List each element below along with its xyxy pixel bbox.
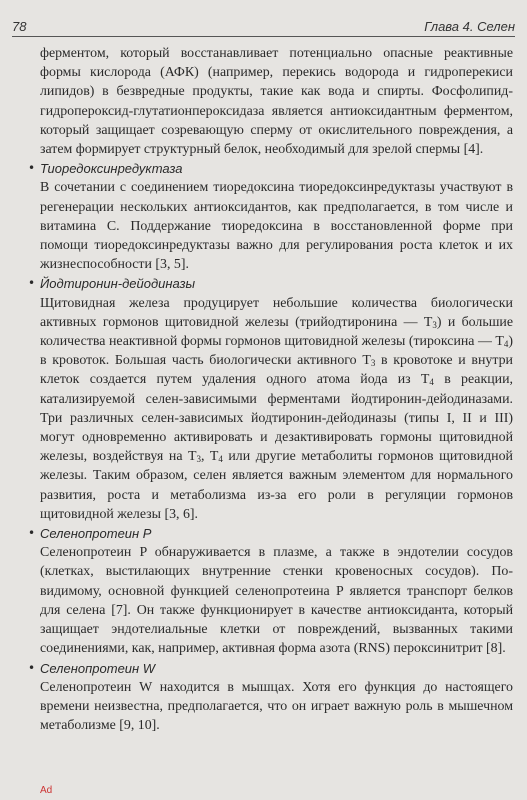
text-run: в реакции, катализируемой селен-зависимыми ферментами йодтиронин-дейодиназами. Три различных селен-зависимых йодтиронин-дейодиназы (типы I, II и III) могут одновременно активировать и дезактивировать гормоны щитовидной железы, воздействуя на T (40, 372, 513, 465)
subscript: 3 (370, 358, 376, 369)
page-number: 78 (12, 19, 27, 34)
section-title-text: Йодтиронин-дейодиназы (40, 276, 196, 292)
section-title-text: Тиоредоксинредуктаза (40, 161, 183, 177)
chapter-title: Глава 4. Селен (424, 19, 515, 34)
subscript: 3 (432, 319, 437, 330)
section-title (28, 274, 513, 293)
section-selenoprotein-p (28, 524, 513, 658)
text-run: , T (201, 449, 219, 465)
section-title (28, 159, 513, 178)
subscript: 4 (503, 339, 509, 350)
running-header (12, 6, 515, 34)
section-title-text: Селенопротеин P (40, 526, 152, 542)
bullet-icon: • (28, 526, 36, 541)
text-run: ) в кровоток. Большая часть биологически активного T (40, 334, 513, 369)
bullet-icon: • (28, 161, 36, 176)
section-paragraph: Селенопротеин W находится в мышцах. Хотя его функция до настоящего времени неизвестна, предполагается, что он играет важную роль в мышечном метаболизме [9, 10]. (40, 679, 513, 734)
text-run: ) и большие количества неактивной формы гормонов щитовидной железы (тироксина — T (40, 314, 513, 350)
section-paragraph: В сочетании с соединением тиоредоксина тиоредоксинредуктазы участвуют в регенерации нескольких антиоксидантов, как предполагается, в том числе и витамина С. Поддержание тиоредоксина в восстановленной форме при помощи тиоредоксинредуктазы важно для регулирования роста клеток и их жизнеспособности [3, 5]. (40, 180, 513, 273)
subscript: 4 (429, 377, 434, 388)
header-divider (12, 36, 515, 37)
corner-mark: Ad (40, 785, 53, 796)
text-run: Щитовидная железа продуцирует небольшие количества биологически активных гормонов щитовидной железы (трийодтиронина — T (40, 295, 513, 330)
section-title (28, 524, 513, 543)
subscript: 3 (196, 454, 202, 465)
section-paragraph: Селенопротеин P обнаруживается в плазме, а также в эндотелии сосудов (клетках, выстилающих внутренние стенки кровеносных сосудов). По-видимому, основной функцией селенопротеина P является транспорт белков для селена [7]. Он также функционирует в качестве антиоксиданта, который защищает эндотелиальные клетки от повреждений, вызванных такими соединениями, как, например, активная форма азота (RNS) пероксинитрит [8]. (40, 545, 513, 657)
section-title-text: Селенопротеин W (40, 660, 156, 676)
subscript: 4 (218, 454, 223, 465)
section-title (28, 659, 513, 678)
section-thioredoxin-reductase (28, 159, 513, 274)
intro-paragraph: ферментом, который восстанавливает потенциально опасные реактивные формы кислорода (АФК) (например, перекись водорода и гидроперекиси липидов) в безвредные продукты, такие как вода и спирты. Фосфолипид-гидропероксид-глутатионпероксидаза является антиоксидантным ферментом, который защищает созревающую сперму от окислительного повреждения, а затем формирует структурный белок, необходимый для зрелой спермы [4]. (40, 46, 513, 158)
section-paragraph (40, 294, 513, 524)
bullet-icon: • (28, 276, 36, 291)
section-selenoprotein-w (28, 659, 513, 736)
section-iodothyronine-deiodinases (28, 274, 513, 524)
bullet-icon: • (28, 660, 36, 675)
text-run: в кровотоке и внутри клеток создается путем удаления одного атома йода из T (40, 353, 513, 388)
text-run: или другие метаболиты гормонов щитовидной железы. Таким образом, селен является важным элементом для нормального развития, роста и метаболизма из-за его роли в регуляции гормонов щитовидной железы [3, 6]. (40, 449, 513, 522)
page-body (28, 44, 513, 735)
